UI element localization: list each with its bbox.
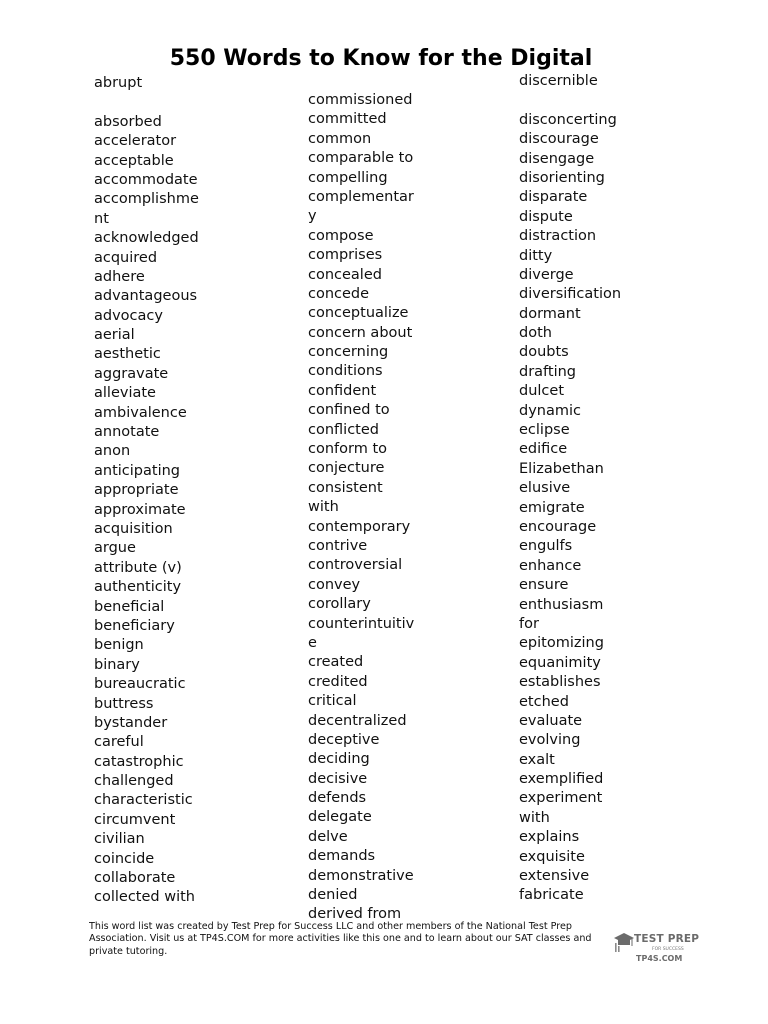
vocab-word: committed (308, 111, 387, 128)
vocab-word: circumvent (94, 811, 176, 828)
logo-subtitle: FOR SUCCESS (652, 947, 684, 952)
vocab-word: abrupt (94, 75, 143, 91)
vocab-word: challenged (94, 773, 174, 790)
vocab-word: derived from (308, 906, 402, 923)
vocab-word: e (308, 634, 317, 651)
vocab-word: acceptable (94, 152, 174, 169)
word-column-2 (308, 91, 498, 925)
footer-credit-text: This word list was created by Test Prep for Success LLC and other members of the National Test Prep Association. Visit us at TP4S.COM for more activities like this one and to learn about our SAT classes and private tutoring. (89, 921, 592, 957)
vocab-word: contemporary (308, 518, 411, 535)
vocab-word: for (519, 615, 539, 632)
vocab-word: exemplified (519, 771, 604, 788)
vocab-word: acquisition (94, 520, 173, 537)
vocab-word: diverge (519, 266, 574, 283)
vocab-word: common (308, 130, 372, 147)
vocab-word: conform to (308, 441, 388, 458)
vocab-word: convey (308, 576, 361, 593)
vocab-word: advocacy (94, 307, 163, 324)
vocab-word: eclipse (519, 422, 570, 439)
vocab-word: advantageous (94, 288, 198, 305)
vocab-word: compelling (308, 169, 388, 186)
vocab-word: beneficial (94, 598, 165, 615)
vocab-word: conceptualize (308, 305, 409, 322)
vocab-word: engulfs (519, 538, 573, 555)
vocab-word: demonstrative (308, 867, 414, 884)
vocab-word: delegate (308, 809, 372, 826)
vocab-word: drafting (519, 363, 577, 380)
vocab-word: enthusiasm (519, 596, 604, 613)
vocab-word: dulcet (519, 383, 565, 400)
vocab-word: bystander (94, 714, 168, 731)
vocab-word: aggravate (94, 365, 169, 382)
vocab-word: decisive (308, 770, 368, 787)
vocab-word: critical (308, 693, 357, 710)
vocab-word: evolving (519, 732, 581, 749)
vocab-word (94, 93, 284, 111)
vocab-word: collaborate (94, 870, 176, 887)
vocab-word: with (308, 499, 339, 516)
vocab-word: elusive (519, 480, 571, 497)
vocab-word: discourage (519, 131, 599, 148)
vocab-word: doubts (519, 344, 569, 361)
vocab-word: doth (519, 325, 552, 342)
vocab-word: compose (308, 227, 374, 244)
vocab-word: discernible (519, 73, 598, 89)
vocab-word: buttress (94, 695, 154, 712)
vocab-word: diversification (519, 286, 622, 303)
logo-title: TEST PREP (634, 933, 700, 945)
vocab-word: explains (519, 829, 580, 846)
vocab-word: accelerator (94, 133, 177, 150)
vocab-word: credited (308, 673, 368, 690)
vocab-word: conditions (308, 363, 383, 380)
vocab-word: encourage (519, 518, 597, 535)
vocab-word: distraction (519, 228, 597, 245)
vocab-word: y (308, 208, 317, 225)
vocab-word: collected with (94, 889, 195, 906)
vocab-word: Elizabethan (519, 460, 604, 477)
vocab-word: disengage (519, 150, 595, 167)
vocab-word: approximate (94, 501, 186, 518)
vocab-word: disconcerting (519, 111, 617, 128)
vocab-word: counterintuitiv (308, 615, 415, 632)
vocab-word: careful (94, 734, 144, 751)
word-column-3 (519, 72, 719, 906)
vocab-word: controversial (308, 557, 403, 574)
vocab-word: argue (94, 540, 136, 557)
vocab-word: attribute (v) (94, 559, 182, 576)
vocab-word: with (519, 809, 550, 826)
vocab-word: experiment (519, 790, 603, 807)
graduation-cap-icon (612, 930, 636, 954)
vocab-word: civilian (94, 831, 145, 848)
vocab-word: anticipating (94, 462, 180, 479)
vocab-word: accommodate (94, 171, 198, 188)
vocab-word (519, 91, 719, 109)
vocab-word: confined to (308, 402, 390, 419)
vocab-word: ensure (519, 577, 569, 594)
vocab-word: ambivalence (94, 404, 187, 421)
vocab-word: fabricate (519, 887, 584, 904)
test-prep-logo[interactable] (612, 928, 700, 968)
vocab-word: evaluate (519, 712, 583, 729)
vocab-word: epitomizing (519, 635, 604, 652)
vocab-word: absorbed (94, 113, 162, 130)
vocab-word: nt (94, 210, 109, 227)
vocab-word: comprises (308, 247, 383, 264)
vocab-word: contrive (308, 537, 368, 554)
vocab-word: comparable to (308, 150, 414, 167)
vocab-word: dormant (519, 305, 581, 322)
vocab-word: created (308, 654, 364, 671)
vocab-word: complementar (308, 188, 414, 205)
vocab-word: coincide (94, 850, 155, 867)
vocab-word: establishes (519, 674, 601, 691)
vocab-word: dynamic (519, 402, 581, 419)
word-column-1 (94, 74, 284, 908)
vocab-word: denied (308, 887, 358, 904)
logo-url: TP4S.COM (636, 954, 683, 963)
vocab-word: binary (94, 656, 140, 673)
vocab-word: benign (94, 637, 144, 654)
page-title: 550 Words to Know for the Digital (169, 46, 593, 71)
vocab-word: exquisite (519, 848, 585, 865)
vocab-word: corollary (308, 596, 371, 613)
vocab-word: adhere (94, 268, 145, 285)
vocab-word: anon (94, 443, 131, 460)
vocab-word: deciding (308, 751, 370, 768)
vocab-word: ditty (519, 247, 553, 264)
vocab-word: enhance (519, 557, 582, 574)
vocab-word: edifice (519, 441, 568, 458)
vocab-word: confident (308, 382, 377, 399)
vocab-word: catastrophic (94, 753, 184, 770)
vocab-word: decentralized (308, 712, 407, 729)
vocab-word: acknowledged (94, 230, 199, 247)
vocab-word: delve (308, 828, 348, 845)
vocab-word: demands (308, 848, 376, 865)
vocab-word: dispute (519, 208, 573, 225)
vocab-word: disorienting (519, 169, 605, 186)
vocab-word: emigrate (519, 499, 585, 516)
vocab-word: accomplishme (94, 191, 199, 208)
vocab-word: equanimity (519, 654, 601, 671)
vocab-word: extensive (519, 868, 590, 885)
vocab-word: defends (308, 790, 367, 807)
vocab-word: disparate (519, 189, 588, 206)
vocab-word: acquired (94, 249, 158, 266)
vocab-word: appropriate (94, 482, 179, 499)
vocab-word: concern about (308, 324, 413, 341)
vocab-word: characteristic (94, 792, 193, 809)
vocab-word: commissioned (308, 92, 413, 108)
vocab-word: annotate (94, 424, 160, 441)
vocab-word: conjecture (308, 460, 385, 477)
vocab-word: exalt (519, 751, 555, 768)
vocab-word: etched (519, 693, 569, 710)
vocab-word: authenticity (94, 579, 182, 596)
vocab-word: concealed (308, 266, 382, 283)
vocab-word: concede (308, 285, 370, 302)
vocab-word: deceptive (308, 731, 380, 748)
vocab-word: conflicted (308, 421, 379, 438)
vocab-word: beneficiary (94, 617, 175, 634)
vocab-word: aerial (94, 327, 135, 344)
vocab-word: consistent (308, 479, 383, 496)
vocab-word: aesthetic (94, 346, 161, 363)
vocab-word: concerning (308, 344, 389, 361)
vocab-word: bureaucratic (94, 676, 186, 693)
vocab-word: alleviate (94, 385, 156, 402)
